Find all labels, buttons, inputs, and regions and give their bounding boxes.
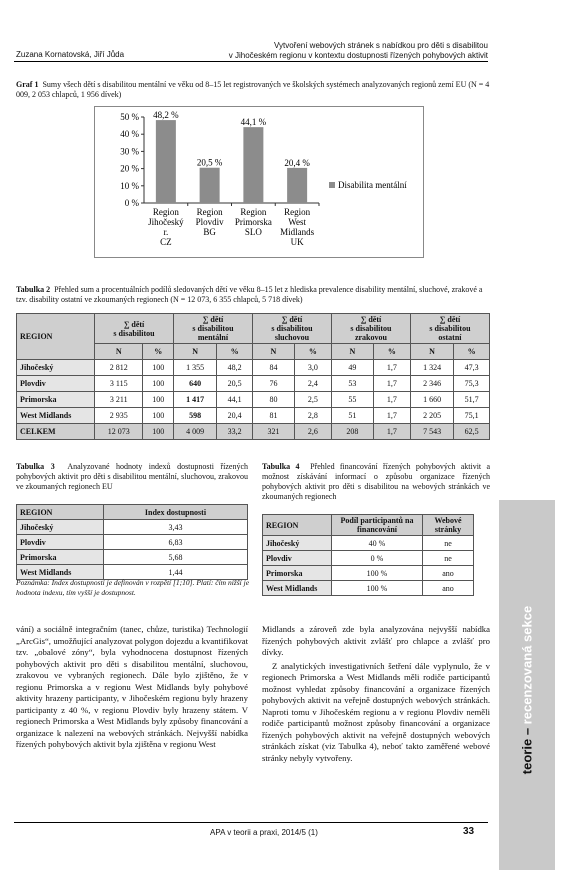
- table-row-region: Plovdiv: [17, 535, 104, 550]
- table-cell: 40 %: [332, 536, 423, 551]
- data-label: 20,5 %: [196, 157, 223, 168]
- table-cell: 62,5: [454, 424, 490, 440]
- table-cell: 47,3: [454, 360, 490, 376]
- table-row: [17, 392, 490, 408]
- table4: [262, 514, 474, 596]
- table-cell: 321: [252, 424, 294, 440]
- footer-rule: [14, 822, 488, 823]
- table-cell: 1,7: [373, 376, 410, 392]
- table-row: [17, 360, 490, 376]
- table2: [16, 313, 490, 440]
- table2-subheader-n: N: [410, 344, 453, 360]
- table2-header-group: ∑ dětí s disabilitou ostatní: [410, 314, 489, 344]
- table-cell: ano: [423, 566, 474, 581]
- table3: [16, 504, 248, 580]
- table4-header-financing: Podíl participantů na financování: [332, 515, 423, 536]
- x-tick-label: Region: [284, 207, 311, 217]
- table-cell: 3 211: [95, 392, 143, 408]
- x-tick-label: Region: [196, 207, 223, 217]
- body-paragraph: Midlands a zároveň zde byla analyzována nejvyšší nabídka řízených pohybových aktivit zvlášť pro chlapce a zvlášť pro dívky.: [262, 624, 490, 657]
- section-label-word2: recenzovaná sekce: [519, 605, 535, 725]
- table2-subheader-n: N: [173, 344, 216, 360]
- table2-header-region: REGION: [17, 314, 95, 360]
- y-tick-label: 20 %: [120, 163, 139, 174]
- table-cell: 2,8: [294, 408, 331, 424]
- table-row-region: CELKEM: [17, 424, 95, 440]
- table2-header-group: ∑ dětí s disabilitou: [95, 314, 174, 344]
- body-column-right: [262, 624, 490, 764]
- table-cell: 20,5: [217, 376, 253, 392]
- body-paragraph: Z analytických investigativních šetření dále vyplynulo, že v regionech Primorska a West Midlands měli rodiče participantů možnost vyhledat způsoby financování a organizace řízených pohybových aktivit na veřejně dostupných webových stránkách. Naproti tomu v Jihočeském regionu a v regionu Plovdiv neměli rodiče participantů možnost způsoby financování a organizace řízených pohybových aktivit na veřejně dostupných webových stránkách získat (viz Tabulka 4), neboť takto zaměřené webové stránky nebyly vytvořeny.: [262, 660, 490, 763]
- body-paragraph: vání) a sociálně integračním (tanec, chůze, turistika) Technologií „ArcGis“, umožňující analyzovat polygon dojezdu a kvantifikovat tzv. „obalové zóny“, byla vyhodnocena dostupnost řízených pohybových aktivit pro děti s disabilitou mentální, sluchovou, zrakovou ve vybraných regionech. Dále bylo zjištěno, že v regionu Primorska a v regionu West Midlands byly pohybové aktivity hrazeny participanty, v Jihočeském regionu byly hrazeny participanty z 40 %, v regionu Plovdiv byly hrazeny státem. V regionech Primorska a West Midlands byly způsoby financování a organizace k nalezení na webových stránkách. Nejvyšší nabídka řízených pohybových aktivit byla zjištěna v regionu West: [16, 624, 248, 749]
- table3-caption-text: Analyzované hodnoty indexů dostupnosti řízených pohybových aktivit pro děti s disabilitou mentální, sluchovou, zrakovou ve zkoumaných regionech EU: [16, 462, 249, 491]
- table-row: [263, 566, 474, 581]
- table2-header-group: ∑ dětí s disabilitou sluchovou: [252, 314, 331, 344]
- table-cell: 2,6: [294, 424, 331, 440]
- table-cell: 49: [331, 360, 373, 376]
- table-cell: 3,0: [294, 360, 331, 376]
- table-cell: 2 205: [410, 408, 453, 424]
- table-cell: 1 417: [173, 392, 216, 408]
- header-rule: [14, 61, 488, 62]
- table4-header-web: Webové stránky: [423, 515, 474, 536]
- table2-subheader-pct: %: [143, 344, 174, 360]
- table-cell: 4 009: [173, 424, 216, 440]
- table2-subheader-pct: %: [217, 344, 253, 360]
- table-row-region: Primorska: [17, 550, 104, 565]
- table-row-region: Plovdiv: [263, 551, 332, 566]
- table-row-region: Plovdiv: [17, 376, 95, 392]
- table-cell: 55: [331, 392, 373, 408]
- table-row-region: West Midlands: [263, 581, 332, 596]
- table-cell: 1,7: [373, 408, 410, 424]
- table-row: [263, 536, 474, 551]
- table-cell: 3 115: [95, 376, 143, 392]
- table-cell: ne: [423, 536, 474, 551]
- table2-subheader-pct: %: [294, 344, 331, 360]
- table-cell: 100: [143, 424, 174, 440]
- running-header-title-line2: v Jihočeském regionu v kontextu dostupnosti řízených pohybových aktivit: [228, 51, 488, 60]
- x-tick-label: Primorska: [234, 217, 272, 227]
- running-header-title: [188, 41, 488, 61]
- table-cell: 2,5: [294, 392, 331, 408]
- x-tick-label: SLO: [244, 227, 262, 237]
- table2-caption: [16, 285, 490, 305]
- bar: [156, 120, 176, 203]
- y-tick-label: 50 %: [120, 112, 139, 122]
- table3-label: Tabulka 3: [16, 462, 55, 471]
- x-tick-label: BG: [203, 227, 216, 237]
- figure-label: Graf 1: [16, 80, 39, 89]
- table-cell: 75,1: [454, 408, 490, 424]
- x-tick-label: Region: [240, 207, 267, 217]
- data-label: 44,1 %: [240, 117, 267, 128]
- bar: [243, 127, 263, 203]
- table-cell: 12 073: [95, 424, 143, 440]
- table-cell: 1,7: [373, 360, 410, 376]
- table-cell: 44,1: [217, 392, 253, 408]
- table4-label: Tabulka 4: [262, 462, 300, 471]
- table-cell: 33,2: [217, 424, 253, 440]
- table-cell: ano: [423, 581, 474, 596]
- table-cell: 81: [252, 408, 294, 424]
- table3-note: Poznámka: Index dostupnosti je definován v rozpětí [1;10]. Platí: čím nižší je hodnota indexu, tím vyšší je dostupnost.: [16, 578, 250, 597]
- x-tick-label: r.: [163, 227, 169, 237]
- x-tick-label: UK: [290, 237, 304, 247]
- table-row-region: West Midlands: [17, 408, 95, 424]
- bar: [200, 168, 220, 203]
- y-tick-label: 30 %: [120, 146, 139, 157]
- table-row: [17, 424, 490, 440]
- table-row: [17, 408, 490, 424]
- x-tick-label: CZ: [160, 237, 172, 247]
- table-cell: 0 %: [332, 551, 423, 566]
- section-label-dash: –: [519, 727, 535, 736]
- x-tick-label: West: [288, 217, 307, 227]
- table2-header-group: ∑ dětí s disabilitou zrakovou: [331, 314, 410, 344]
- table-cell: 1,7: [373, 392, 410, 408]
- body-column-left: [16, 624, 248, 751]
- table-row: [17, 550, 248, 565]
- table4-caption: [262, 462, 490, 502]
- table-row-region: Jihočeský: [263, 536, 332, 551]
- legend-swatch: [329, 182, 335, 188]
- bar-chart: [94, 106, 424, 258]
- table-cell: 100: [143, 360, 174, 376]
- table-cell: 208: [331, 424, 373, 440]
- table-cell: ne: [423, 551, 474, 566]
- table-cell: 53: [331, 376, 373, 392]
- table-cell: 6,83: [104, 535, 248, 550]
- x-tick-label: Midlands: [280, 227, 315, 237]
- table-row: [17, 376, 490, 392]
- table-cell: 2 935: [95, 408, 143, 424]
- running-header-title-line1: Vytvoření webových stránek s nabídkou pro děti s disabilitou: [273, 41, 488, 50]
- table2-header-group: ∑ dětí s disabilitou mentální: [173, 314, 252, 344]
- data-label: 20,4 %: [284, 157, 310, 168]
- table4-caption-text: Přehled financování řízených pohybových aktivit a možnost získávání informací o způsobu organizace řízených pohybových aktivit pro děti s disabilitou na webových stránkách ve zkoumaných regionech: [262, 462, 491, 501]
- section-label: [520, 606, 535, 774]
- table-row: [17, 520, 248, 535]
- table-cell: 2 812: [95, 360, 143, 376]
- table-cell: 598: [173, 408, 216, 424]
- table-cell: 100 %: [332, 581, 423, 596]
- table-row-region: West Midlands: [17, 565, 104, 580]
- table2-subheader-n: N: [252, 344, 294, 360]
- legend-label: Disabilita mentální: [338, 180, 407, 190]
- table-cell: 80: [252, 392, 294, 408]
- table-cell: 640: [173, 376, 216, 392]
- y-tick-label: 0 %: [124, 198, 139, 208]
- table-row-region: Primorska: [263, 566, 332, 581]
- table2-subheader-pct: %: [454, 344, 490, 360]
- table-cell: 84: [252, 360, 294, 376]
- figure-caption: [16, 80, 490, 100]
- table-cell: 1 660: [410, 392, 453, 408]
- table-cell: 1 355: [173, 360, 216, 376]
- bar: [287, 168, 307, 203]
- table-row-region: Primorska: [17, 392, 95, 408]
- section-sidebar: [499, 500, 555, 870]
- page-number: 33: [463, 826, 475, 837]
- table-cell: 1,7: [373, 424, 410, 440]
- table-cell: 48,2: [217, 360, 253, 376]
- table-cell: 75,3: [454, 376, 490, 392]
- table-cell: 100: [143, 408, 174, 424]
- figure-caption-text: Sumy všech dětí s disabilitou mentální ve věku od 8–15 let registrovaných ve školských systémech analyzovaných regionů zemí EU (N = 4 009, 2 053 chlapců, 1 956 dívek): [16, 80, 490, 99]
- table-row: [17, 535, 248, 550]
- table-cell: 1 324: [410, 360, 453, 376]
- section-label-word1: teorie: [519, 738, 535, 775]
- table-cell: 100 %: [332, 566, 423, 581]
- table2-subheader-n: N: [331, 344, 373, 360]
- table-row-region: Jihočeský: [17, 520, 104, 535]
- table-cell: 20,4: [217, 408, 253, 424]
- data-label: 48,2 %: [153, 110, 179, 121]
- table-cell: 5,68: [104, 550, 248, 565]
- table-cell: 2,4: [294, 376, 331, 392]
- running-header-authors: Zuzana Kornatovská, Jiří Jůda: [16, 50, 125, 59]
- table-cell: 7 543: [410, 424, 453, 440]
- table3-header-region: REGION: [17, 505, 104, 520]
- table-row: [263, 551, 474, 566]
- table-cell: 51: [331, 408, 373, 424]
- table-row: [263, 581, 474, 596]
- table2-subheader-pct: %: [373, 344, 410, 360]
- table-cell: 2 346: [410, 376, 453, 392]
- y-tick-label: 40 %: [120, 129, 139, 140]
- table-row-region: Jihočeský: [17, 360, 95, 376]
- table-cell: 100: [143, 376, 174, 392]
- table2-subheader-n: N: [95, 344, 143, 360]
- table2-label: Tabulka 2: [16, 285, 51, 294]
- table3-header-index: Index dostupnosti: [104, 505, 248, 520]
- x-tick-label: Plovdiv: [195, 217, 224, 227]
- table3-caption: [16, 462, 248, 492]
- y-tick-label: 10 %: [120, 180, 139, 191]
- table-cell: 51,7: [454, 392, 490, 408]
- table4-header-region: REGION: [263, 515, 332, 536]
- table-cell: 76: [252, 376, 294, 392]
- table-cell: 3,43: [104, 520, 248, 535]
- table-cell: 100: [143, 392, 174, 408]
- x-tick-label: Jihočeský: [148, 217, 184, 227]
- footer-journal: APA v teorii a praxi, 2014/5 (1): [210, 828, 318, 837]
- table2-caption-text: Přehled sum a procentuálních podílů sledovaných dětí ve věku 8–15 let z hlediska prevalence disability mentální, sluchové, zrakové a tzv. disability ostatní ve zkoumaných regionech (N = 12 073, 6 355 chlapců, 5 718 dívek): [16, 285, 483, 304]
- x-tick-label: Region: [152, 207, 179, 217]
- table-cell: 1,44: [104, 565, 248, 580]
